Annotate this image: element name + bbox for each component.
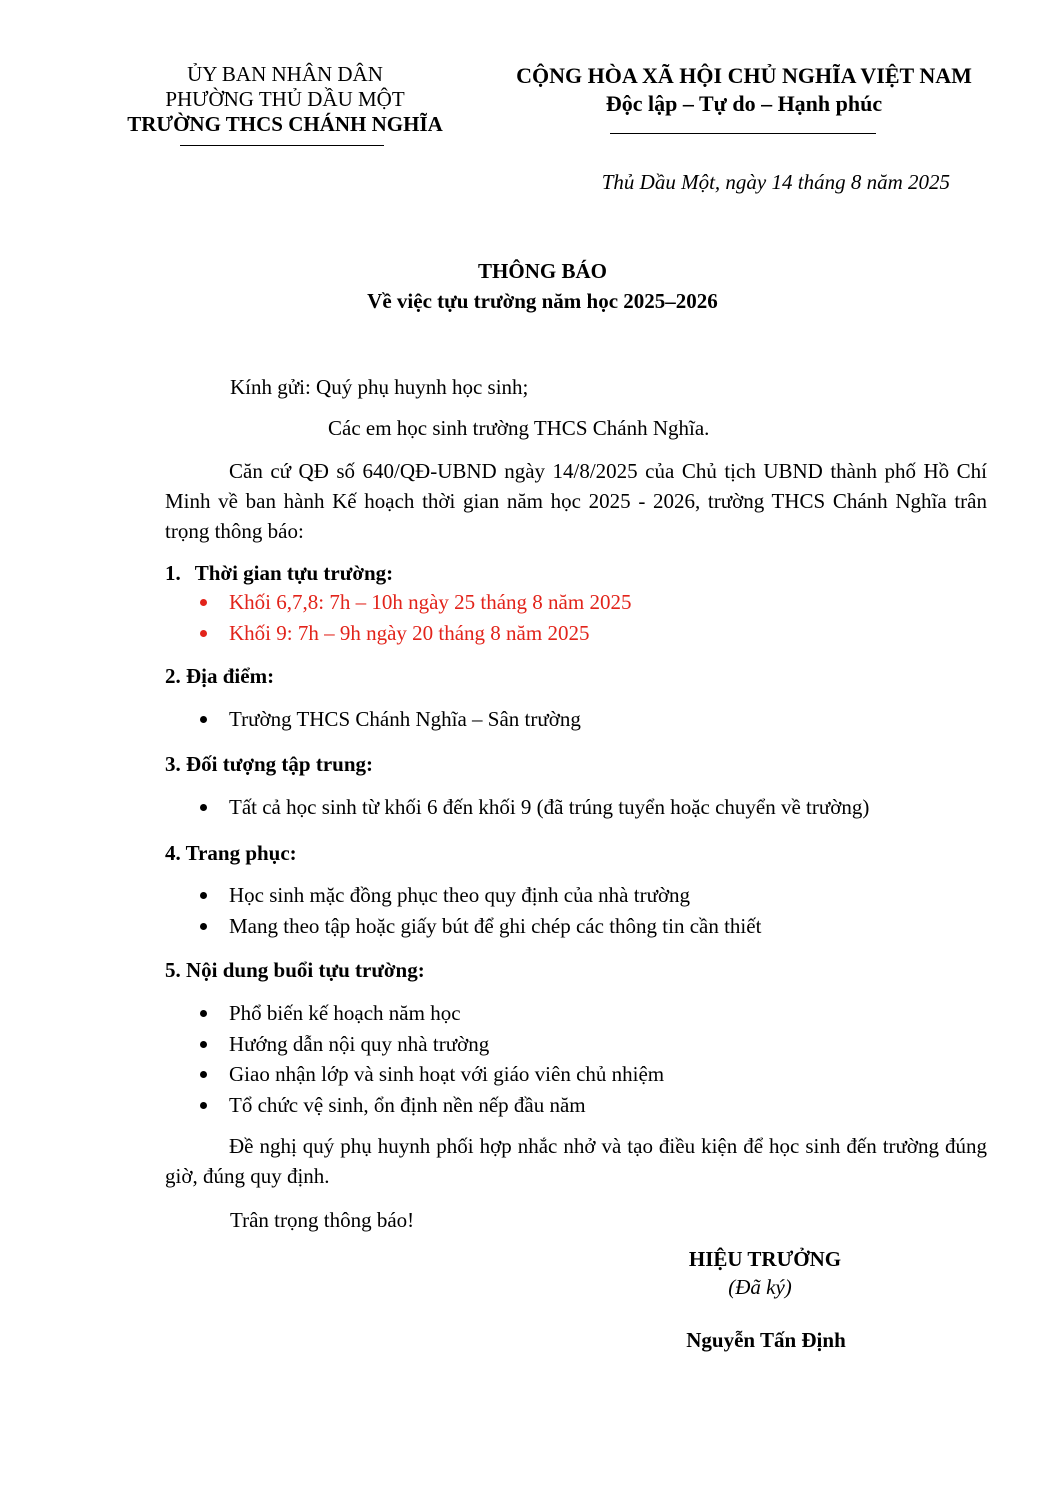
- section-5-heading: 5. Nội dung buổi tựu trường:: [165, 958, 425, 982]
- bullet-icon: [200, 1102, 207, 1109]
- section-1-title: Thời gian tựu trường:: [194, 561, 394, 585]
- signature-name: Nguyễn Tấn Định: [686, 1328, 846, 1352]
- document-title: [0, 256, 1061, 316]
- date-line: Thủ Dầu Một, ngày 14 tháng 8 năm 2025: [601, 170, 950, 194]
- issuing-authority: [100, 62, 470, 137]
- bullet-icon: [200, 1010, 207, 1017]
- list-item: Hướng dẫn nội quy nhà trường: [165, 1029, 664, 1060]
- greeting-line-1: Kính gửi: Quý phụ huynh học sinh;: [230, 375, 529, 399]
- list-item: Phổ biến kế hoạch năm học: [165, 998, 664, 1029]
- header-right-divider: [610, 133, 876, 134]
- bullet-icon: [200, 892, 207, 899]
- list-item: Khối 9: 7h – 9h ngày 20 tháng 8 năm 2025: [165, 618, 631, 649]
- bullet-icon: [200, 599, 207, 606]
- closing-paragraph: Đề nghị quý phụ huynh phối hợp nhắc nhở và tạo điều kiện để học sinh đến trường đúng giờ, đúng quy định.: [165, 1134, 987, 1188]
- list-item: Trường THCS Chánh Nghĩa – Sân trường: [165, 704, 581, 735]
- section-1-heading: [165, 558, 393, 588]
- motto: Độc lập – Tự do – Hạnh phúc: [605, 91, 883, 116]
- section-3-list: [165, 792, 869, 823]
- title-sub: Về việc tựu trường năm học 2025–2026: [367, 289, 718, 313]
- header-left-divider: [180, 145, 384, 146]
- authority-line-1: ỦY BAN NHÂN DÂN: [187, 62, 383, 86]
- list-item: Học sinh mặc đồng phục theo quy định của nhà trường: [165, 880, 761, 911]
- bullet-icon: [200, 716, 207, 723]
- section-3-heading: 3. Đối tượng tập trung:: [165, 752, 373, 776]
- national-motto: [496, 62, 992, 118]
- bullet-icon: [200, 804, 207, 811]
- closing-line: Trân trọng thông báo!: [230, 1208, 415, 1232]
- section-4-list: [165, 880, 761, 941]
- authority-line-2: PHƯỜNG THỦ DẦU MỘT: [165, 87, 405, 111]
- section-2-list: [165, 704, 581, 735]
- list-item: Giao nhận lớp và sinh hoạt với giáo viên chủ nhiệm: [165, 1059, 664, 1090]
- school-name: TRƯỜNG THCS CHÁNH NGHĨA: [127, 112, 443, 136]
- section-5-list: [165, 998, 664, 1120]
- list-item: Tất cả học sinh từ khối 6 đến khối 9 (đã trúng tuyển hoặc chuyển về trường): [165, 792, 869, 823]
- signature-title: HIỆU TRƯỞNG: [688, 1247, 842, 1271]
- intro-paragraph: Căn cứ QĐ số 640/QĐ-UBND ngày 14/8/2025 của Chủ tịch UBND thành phố Hồ Chí Minh về ban hành Kế hoạch thời gian năm học 2025 - 2026, trường THCS Chánh Nghĩa trân trọng thông báo:: [165, 459, 987, 543]
- country-name: CỘNG HÒA XÃ HỘI CHỦ NGHĨA VIỆT NAM: [516, 63, 972, 88]
- greeting-line-2: Các em học sinh trường THCS Chánh Nghĩa.: [328, 416, 710, 440]
- title-main: THÔNG BÁO: [478, 259, 607, 283]
- section-1-list: [165, 587, 631, 648]
- list-item: Tổ chức vệ sinh, ổn định nền nếp đầu năm: [165, 1090, 664, 1121]
- list-item: Khối 6,7,8: 7h – 10h ngày 25 tháng 8 năm 2025: [165, 587, 631, 618]
- bullet-icon: [200, 923, 207, 930]
- bullet-icon: [200, 1071, 207, 1078]
- bullet-icon: [200, 1041, 207, 1048]
- bullet-icon: [200, 630, 207, 637]
- section-4-heading: 4. Trang phục:: [165, 841, 297, 865]
- list-item: Mang theo tập hoặc giấy bút để ghi chép các thông tin cần thiết: [165, 911, 761, 942]
- section-1-number: 1.: [165, 561, 181, 585]
- signature-note: (Đã ký): [728, 1275, 792, 1299]
- section-2-heading: 2. Địa điểm:: [165, 664, 275, 688]
